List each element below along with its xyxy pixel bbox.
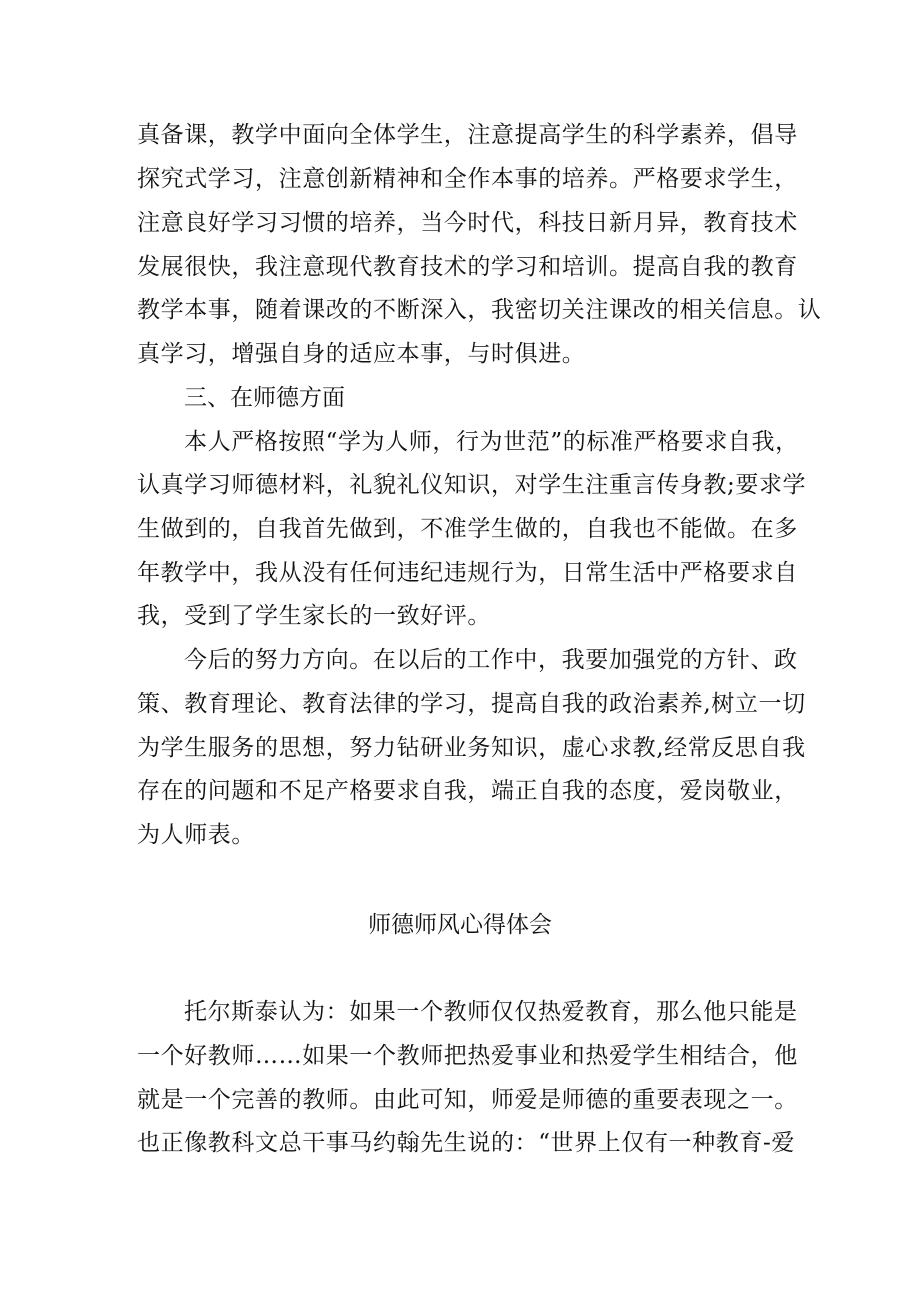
paragraph-line: 发展很快，我注意现代教育技术的学习和培训。提高自我的教育 [137,254,798,280]
paragraph-line: 存在的问题和不足产格要求自我，端正自我的态度，爱岗敬业， [137,778,798,804]
paragraph-line: 我，受到了学生家长的一致好评。 [137,603,491,629]
paragraph-line: 探究式学习，注意创新精神和全作本事的培养。严格要求学生， [137,166,798,192]
paragraph-line: 真学习，增强自身的适应本事，与时俱进。 [137,341,586,367]
paragraph-line: 生做到的，自我首先做到，不准学生做的，自我也不能做。在多 [137,516,798,542]
paragraph-line: 年教学中，我从没有任何违纪违规行为，日常生活中严格要求自 [137,560,798,586]
paragraph-line: 为人师表。 [137,822,255,848]
paragraph-line: 策、教育理论、教育法律的学习，提高自我的政治素养,树立一切 [137,691,806,717]
paragraph-line: 一个好教师……如果一个教师把热爱事业和热爱学生相结合，他 [137,1043,798,1069]
paragraph-line: 就是一个完善的教师。由此可知，师爱是师德的重要表现之一。 [137,1087,798,1113]
section-heading: 三、在师德方面 [184,385,345,411]
paragraph-line: 真备课，教学中面向全体学生，注意提高学生的科学素养，倡导 [137,122,798,148]
paragraph-line: 教学本事，随着课改的不断深入，我密切关注课改的相关信息。认 [137,297,822,323]
paragraph-line: 托尔斯泰认为：如果一个教师仅仅热爱教育，那么他只能是 [184,999,798,1025]
paragraph-line: 本人严格按照“学为人师，行为世范”的标准严格要求自我， [184,429,799,455]
paragraph-line: 认真学习师德材料，礼貌礼仪知识，对学生注重言传身教;要求学 [137,472,807,498]
paragraph-line: 也正像教科文总干事马约翰先生说的：“世界上仅有一种教育-爱 [137,1130,795,1156]
paragraph-line: 注意良好学习习惯的培养，当今时代，科技日新月异，教育技术 [137,210,798,236]
paragraph-line: 今后的努力方向。在以后的工作中，我要加强党的方针、政 [184,647,798,673]
paragraph-line: 为学生服务的思想，努力钻研业务知识，虚心求教,经常反思自我 [137,735,806,761]
article-title: 师德师风心得体会 [368,912,552,938]
